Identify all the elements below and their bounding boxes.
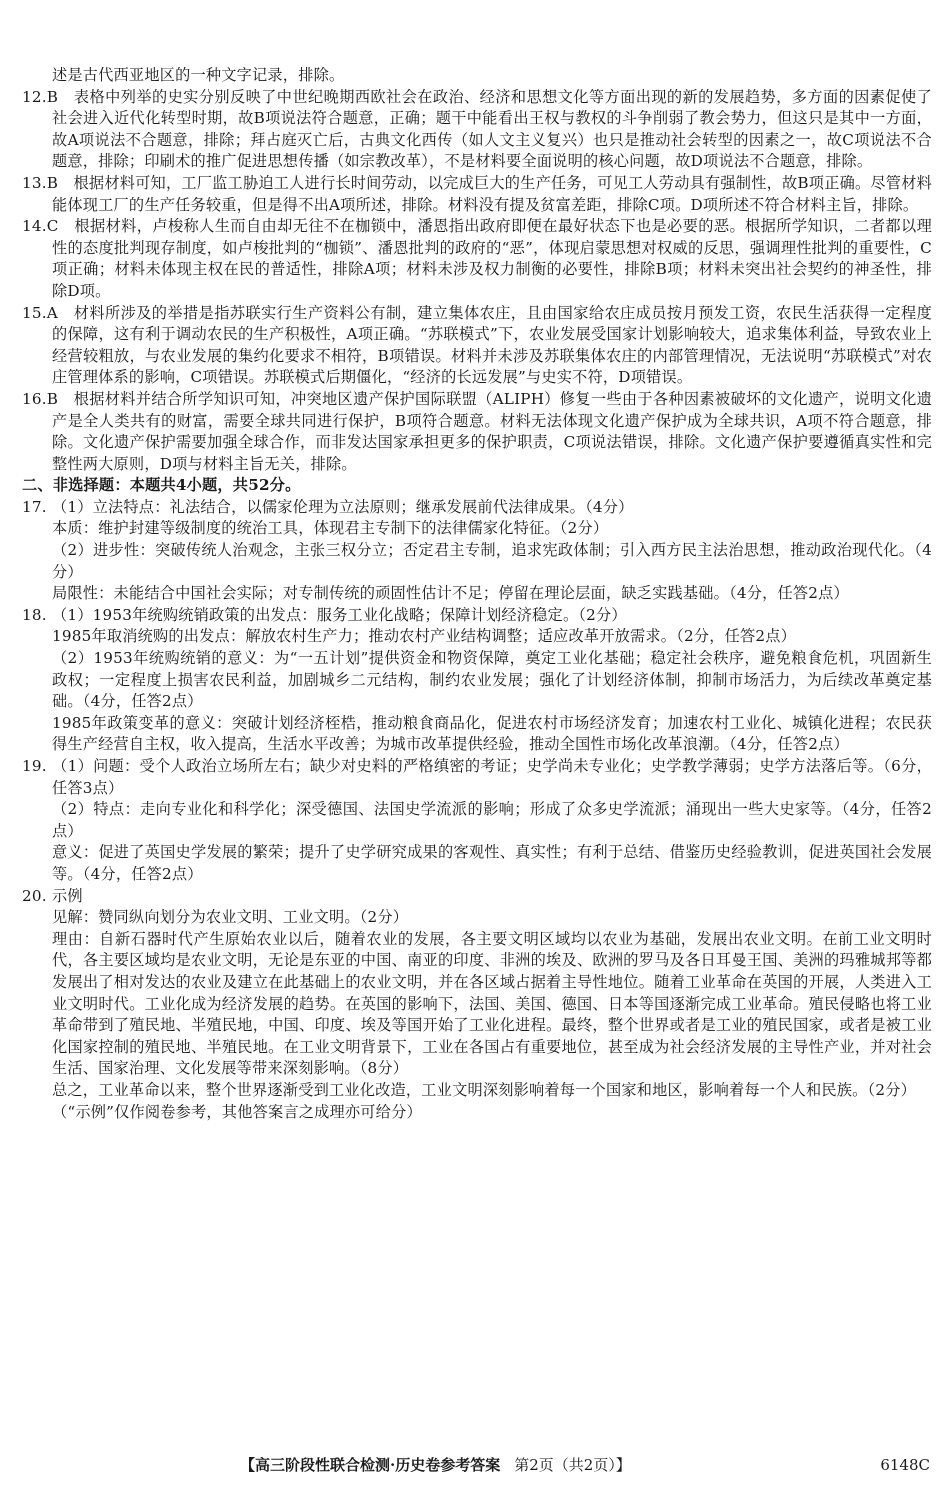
answer-17	[22, 497, 932, 605]
answer-intro: 述是古代西亚地区的一种文字记录，排除。	[52, 66, 345, 84]
answer-line: 见解：赞同纵向划分为农业文明、工业文明。（2分）	[52, 908, 409, 927]
answer-line: 意义：促进了英国史学发展的繁荣；提升了史学研究成果的客观性、真实性；有利于总结、借鉴历史经验教训，促进英国社会发展等。（4分，任答2点）	[52, 843, 932, 883]
answer-line: 理由：自新石器时代产生原始农业以后，随着农业的发展，各主要文明区域均以农业为基础，发展出农业文明。在前工业文明时代，各主要区域均是农业文明，无论是东亚的中国、南亚的印度、非洲的埃及、欧洲的罗马及各日耳曼王国、美洲的玛雅城邦等都发展出了相对发达的农业及建立在此基础上的农业文明，并在各区域占据着主导性地位。随着工业革命在英国的开展，人类进入工业文明时代。工业化成为经济发展的趋势。在英国的影响下，法国、美国、德国、日本等国逐渐完成工业革命。殖民侵略也将工业革命带到了殖民地、半殖民地，中国、印度、埃及等国开始了工业化进程。最终，整个世界或者是工业的殖民国家，或者是被工业化国家控制的殖民地、半殖民地。在工业文明背景下，工业在各国占有重要地位，甚至成为社会经济发展的主导性产业，并对社会生活、国家治理、文化发展等带来深刻影响。（8分）	[52, 929, 932, 1078]
question-number: 19.	[22, 757, 47, 775]
answer-line: （1）立法特点：礼法结合，以儒家伦理为立法原则；继承发展前代法律成果。（4分）	[52, 497, 634, 516]
answer-line: （1）1953年统购统销政策的出发点：服务工业化战略；保障计划经济稳定。（2分）	[52, 605, 627, 624]
answer-14: 14.C 根据材料，卢梭称人生而自由却无往不在枷锁中，潘恩指出政府即便在最好状态下也是必要的恶。根据所学知识，二者都以理性的态度批判现存制度，如卢梭批判的“枷锁”、潘恩批判的政府的“恶”，体现启蒙思想对权威的反思，强调理性批判的重要性，C项正确；材料未体现主权在民的普适性，排除A项；材料未涉及权力制衡的必要性，排除B项；材料未突出社会契约的神圣性，排除D项。	[22, 217, 932, 300]
answer-line: （2）特点：走向专业化和科学化；深受德国、法国史学流派的影响；形成了众多史学流派；涌现出一些大史家等。（4分，任答2点）	[52, 800, 932, 840]
footer-title-text: 【高三阶段性联合检测·历史卷参考答案	[240, 1456, 501, 1474]
section-heading: 二、非选择题：本题共4小题，共52分。	[22, 476, 301, 495]
question-number: 18.	[22, 605, 47, 624]
answer-line: （2）进步性：突破传统人治观念，主张三权分立；否定君主专制，追求宪政体制；引入西方民主法治思想，推动政治现代化。（4分）	[52, 541, 932, 581]
page-footer	[0, 1452, 950, 1478]
answer-18	[22, 605, 932, 756]
answer-line: （1）问题：受个人政治立场所左右；缺少对史料的严格缜密的考证；史学尚未专业化；史学教学薄弱；史学方法落后等。（6分，任答3点）	[52, 757, 932, 797]
answer-19	[22, 756, 932, 886]
answer-line: （2）1953年统购统销的意义：为“一五计划”提供资金和物资保障，奠定工业化基础；稳定社会秩序，避免粮食危机，巩固新生政权；一定程度上损害农民利益，加剧城乡二元结构，制约农业发展；强化了计划经济体制，抑制市场活力，为后续改革奠定基础。（4分，任答2点）	[52, 649, 932, 711]
answer-12: 12.B 表格中列举的史实分别反映了中世纪晚期西欧社会在政治、经济和思想文化等方面出现的新的发展趋势，多方面的因素促使了社会进入近代化转型时期，故B项说法符合题意，正确；题干中能看出王权与教权的斗争削弱了教会势力，但这只是其中一方面，故A项说法不合题意，排除；拜占庭灭亡后，古典文化西传（如人文主义复兴）也只是推动社会转型的因素之一，故C项说法不合题意，排除；印刷术的推广促进思想传播（如宗教改革），不是材料要全面说明的核心问题，故D项说法不合题意，排除。	[22, 87, 932, 171]
footer-code: 6148C	[880, 1456, 930, 1474]
answer-16: 16.B 根据材料并结合所学知识可知，冲突地区遗产保护国际联盟（ALIPH）修复一些由于各种因素被破坏的文化遗产，说明文化遗产是全人类共有的财富，需要全球共同进行保护，B项符合题意。材料无法体现文化遗产保护成为全球共识，A项不符合题意，排除。文化遗产保护需要加强全球合作，而非发达国家承担更多的保护职责，C项说法错误，排除。文化遗产保护要遵循真实性和完整性两大原则，D项与材料主旨无关，排除。	[22, 389, 932, 473]
footer-title	[240, 1452, 631, 1478]
answer-20	[22, 886, 932, 1124]
answer-15: 15.A 材料所涉及的举措是指苏联实行生产资料公有制，建立集体农庄，且由国家给农庄成员按月预发工资，农民生活获得一定程度的保障，这有利于调动农民的生产积极性，A项正确。“苏联模式”下，农业发展受国家计划影响较大，追求集体利益，导致农业上经营较粗放，与农业发展的集约化要求不相符，B项错误。材料并未涉及苏联集体农庄的内部管理情况，无法说明“苏联模式”对农庄管理体系的影响，C项错误。苏联模式后期僵化，“经济的长远发展”与史实不符，D项错误。	[22, 303, 932, 387]
answer-line: 1985年政策变革的意义：突破计划经济桎梏，推动粮食商品化，促进农村市场经济发育；加速农村工业化、城镇化进程；农民获得生产经营自主权，收入提高，生活水平改善；为城市改革提供经验，推动全国性市场化改革浪潮。（4分，任答2点）	[52, 713, 932, 754]
answer-note: （“示例”仅作阅卷参考，其他答案言之成理亦可给分）	[52, 1102, 422, 1121]
answer-line: 1985年取消统购的出发点：解放农村生产力；推动农村产业结构调整；适应改革开放需求。（2分，任答2点）	[52, 627, 797, 646]
answer-line: 总之，工业革命以来，整个世界逐渐受到工业化改造，工业文明深刻影响着每一个国家和地区，影响着每一个人和民族。（2分）	[52, 1080, 916, 1099]
answer-content	[22, 65, 932, 1123]
answer-line: 示例	[52, 886, 83, 905]
answer-13: 13.B 根据材料可知，工厂监工胁迫工人进行长时间劳动，以完成巨大的生产任务，可见工人劳动具有强制性，故B项正确。尽管材料能体现工厂的生产任务较重，但是得不出A项所述，排除。材料没有提及贫富差距，排除C项。D项所述不符合材料主旨，排除。	[22, 173, 932, 214]
footer-page-number: 第2页（共2页）】	[514, 1456, 631, 1474]
answer-line: 局限性：未能结合中国社会实际；对专制传统的顽固性估计不足；停留在理论层面，缺乏实践基础。（4分，任答2点）	[52, 584, 849, 603]
question-number: 17.	[22, 497, 47, 516]
answer-line: 本质：维护封建等级制度的统治工具，体现君主专制下的法律儒家化特征。（2分）	[52, 519, 609, 538]
question-number: 20.	[22, 886, 47, 905]
